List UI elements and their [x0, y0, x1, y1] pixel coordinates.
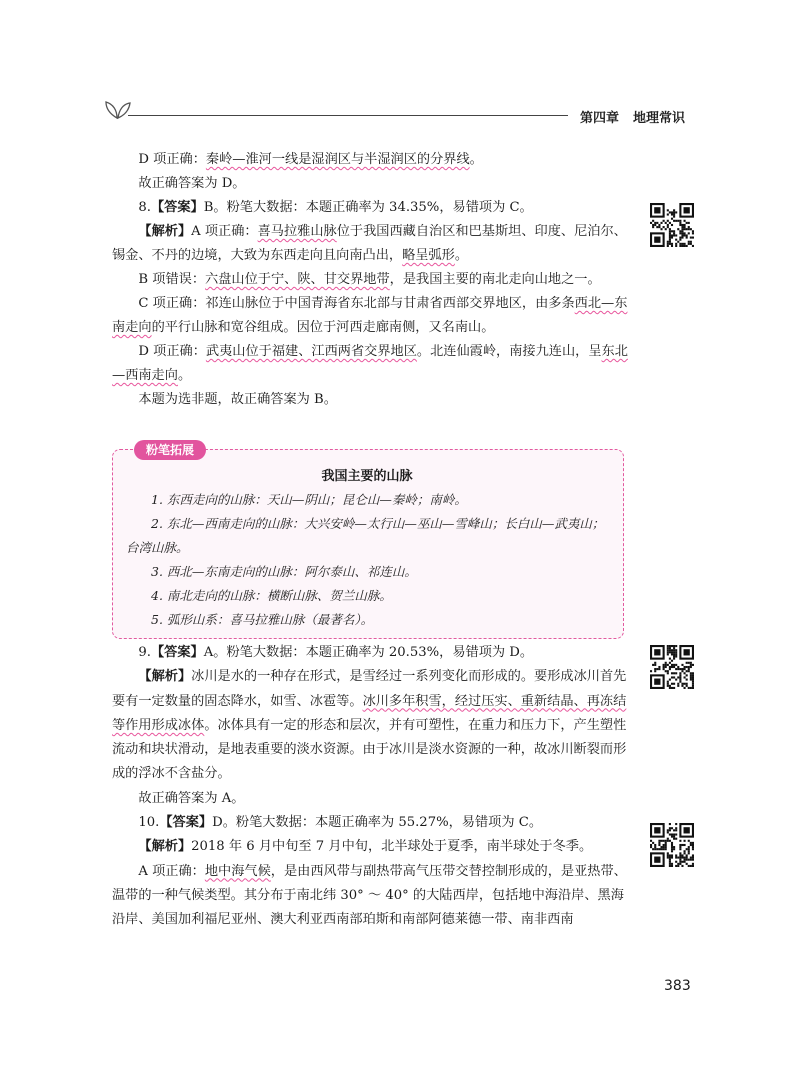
- question-8-analysis: 【解析】A 项正确：喜马拉雅山脉位于我国西藏自治区和巴基斯坦、印度、尼泊尔、锡金、不丹的边境，大致为东西走向且向南凸出，略呈弧形。: [112, 224, 627, 263]
- paragraph: 故正确答案为 A。: [138, 790, 245, 806]
- extension-body: [126, 488, 610, 632]
- paragraph: D 项正确：武夷山位于福建、江西两省交界地区。北连仙霞岭，南接九连山，呈东北—西南走向。: [112, 344, 628, 383]
- main-text-top: [112, 148, 632, 412]
- leaf-icon: [103, 98, 133, 120]
- question-9-analysis: 【解析】冰川是水的一种存在形式，是雪经过一系列变化而形成的。要形成冰川首先要有一定数量的固态降水，如雪、冰雹等。冰川多年积雪，经过压实、重新结晶、再冻结等作用形成冰体。冰体具有一定的形态和层次，并有可塑性，在重力和压力下，产生塑性流动和块状滑动，是地表重要的淡水资源。由于冰川是淡水资源的一种，故冰川断裂而形成的浮冰不含盐分。: [112, 669, 627, 782]
- extension-line: 2. 东北—西南走向的山脉：大兴安岭—太行山—巫山—雪峰山；长白山—武夷山；台湾山脉。: [126, 516, 605, 555]
- paragraph: D 项正确：秦岭—淮河一线是湿润区与半湿润区的分界线。: [138, 152, 483, 167]
- page-number: 383: [664, 978, 691, 994]
- paragraph: A 项正确：地中海气候，是由西风带与副热带高气压带交替控制形成的，是亚热带、温带的一种气候类型。其分布于南北纬 30° ～ 40° 的大陆西岸，包括地中海沿岸、黑海沿岸、美国加利福尼亚州、澳大利亚西南部珀斯和南部阿德莱德一带、南非西南: [112, 863, 627, 928]
- question-10-analysis: 【解析】2018 年 6 月中旬至 7 月中旬，北半球处于夏季，南半球处于冬季。: [138, 839, 593, 855]
- qr-code-icon[interactable]: [650, 645, 694, 689]
- paragraph: C 项正确：祁连山脉位于中国青海省东北部与甘肃省西部交界地区，由多条西北—东南走向的平行山脉和宽谷组成。因位于河西走廊南侧，又名南山。: [112, 296, 628, 335]
- paragraph: 本题为选非题，故正确答案为 B。: [138, 392, 337, 407]
- extension-line: 5. 弧形山系：喜马拉雅山脉（最著名）。: [151, 612, 374, 627]
- paragraph: 故正确答案为 D。: [138, 176, 246, 191]
- header-rule: [128, 115, 568, 116]
- running-header: [580, 107, 685, 126]
- extension-line: 3. 西北—东南走向的山脉：阿尔泰山、祁连山。: [151, 564, 417, 579]
- chapter-number: 第四章: [580, 111, 620, 126]
- question-9-answer: 9.【答案】A。粉笔大数据：本题正确率为 20.53%，易错项为 D。: [138, 645, 534, 660]
- paragraph: B 项错误：六盘山位于宁、陕、甘交界地带，是我国主要的南北走向山地之一。: [138, 272, 601, 287]
- qr-code-icon[interactable]: [650, 823, 694, 867]
- main-text-bottom: [112, 641, 632, 933]
- extension-line: 4. 南北走向的山脉：横断山脉、贺兰山脉。: [151, 588, 392, 603]
- question-8-answer: 8.【答案】B。粉笔大数据：本题正确率为 34.35%，易错项为 C。: [138, 200, 533, 215]
- chapter-title: 地理常识: [633, 111, 686, 126]
- qr-code-icon[interactable]: [650, 203, 694, 247]
- extension-title: 我国主要的山脉: [321, 469, 413, 484]
- extension-tag: 粉笔拓展: [134, 440, 206, 460]
- question-10-answer: 10.【答案】D。粉笔大数据：本题正确率为 55.27%，易错项为 C。: [138, 815, 543, 831]
- extension-line: 1. 东西走向的山脉：天山—阴山；昆仑山—秦岭；南岭。: [151, 492, 467, 507]
